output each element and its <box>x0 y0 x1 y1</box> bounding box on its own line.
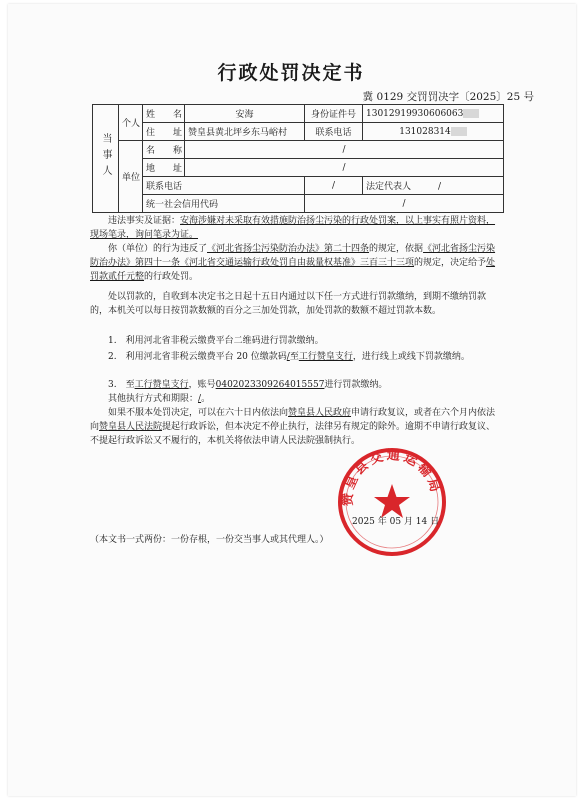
seal-star-icon <box>374 484 410 518</box>
payment-method-1: 1. 利用河北省非税云缴费平台二维码进行罚款缴纳。 <box>108 336 324 346</box>
payment-method-2: 2. 利用河北省非税云缴费平台 20 位缴款码/至工行赞皇支行，进行线上或线下罚款缴纳。 <box>108 352 470 362</box>
appeal-paragraph: 如果不服本处罚决定，可以在六十日内依法向赞皇县人民政府申请行政复议，或者在六个月内依法向赞皇县人民法院提起行政诉讼，但本决定不停止执行，法律另有规定的除外。逾期不申请行政复议、不提起行政诉讼又不履行的，本机关将依法申请人民法院强制执行。 <box>90 408 496 446</box>
phone-label: 联系电话 <box>305 123 363 141</box>
redaction-mark <box>463 109 479 118</box>
org-name-value: / <box>185 141 504 159</box>
credit-code-value: / <box>305 195 504 213</box>
name-label: 姓 名 <box>143 105 185 123</box>
payment-intro: 处以罚款的，自收到本决定书之日起十五日内通过以下任一方式进行罚款缴纳，到期不缴纳罚款的，本机关可以每日按罚款数额的百分之三加处罚款，加处罚款的数额不超过罚款本数。 <box>90 292 487 316</box>
unit-label: 单位 <box>119 141 143 213</box>
id-value-cell: 13012919930606063 <box>363 105 504 123</box>
other-execution: 其他执行方式和期限：/。 <box>108 394 211 404</box>
name-value: 安海 <box>185 105 305 123</box>
document-title: 行政处罚决定书 <box>217 62 365 84</box>
address-label: 住 址 <box>143 123 185 141</box>
party-info-table <box>92 104 504 213</box>
payment-method-3: 3. 至工行赞皇支行，账号0402023309264015557进行罚款缴纳。 <box>108 380 388 390</box>
org-address-label: 地 址 <box>143 159 185 177</box>
decision-date: 2025 年 05 月 14 日 <box>352 517 440 527</box>
official-seal <box>336 446 448 558</box>
individual-label: 个人 <box>119 105 143 141</box>
org-name-label: 名 称 <box>143 141 185 159</box>
party-label-cell: 当事人 <box>93 105 119 213</box>
id-label: 身份证件号 <box>305 105 363 123</box>
seal-text: 赞皇县交通运输局 <box>340 448 444 507</box>
org-phone-value: / <box>305 177 363 195</box>
facts-paragraph: 违法事实及证据：安海涉嫌对未采取有效措施防治扬尘污染的行政处罚案，以上事实有照片资料，现场笔录，询问笔录为证。 <box>90 216 496 240</box>
credit-code-label: 统一社会信用代码 <box>143 195 305 213</box>
document-number: 冀 0129 交罚罚决字〔2025〕25 号 <box>362 91 534 103</box>
copies-footnote: （本文书一式两份：一份存根，一份交当事人或其代理人。） <box>90 535 329 545</box>
redaction-mark <box>451 127 467 136</box>
legal-basis-paragraph: 你（单位）的行为违反了《河北省扬尘污染防治办法》第二十四条的规定，依据《河北省扬尘污染防治办法》第四十一条《河北省交通运输行政处罚自由裁量权基准》三百三十三项的规定，决定给予处罚款贰仟元整的行政处罚。 <box>90 244 496 282</box>
legal-rep-cell: 法定代表人 / <box>363 177 504 195</box>
phone-value-cell: 131028314 <box>363 123 504 141</box>
org-phone-label: 联系电话 <box>143 177 305 195</box>
address-value: 赞皇县黄北坪乡东马峪村 <box>185 123 305 141</box>
org-address-value: / <box>185 159 504 177</box>
